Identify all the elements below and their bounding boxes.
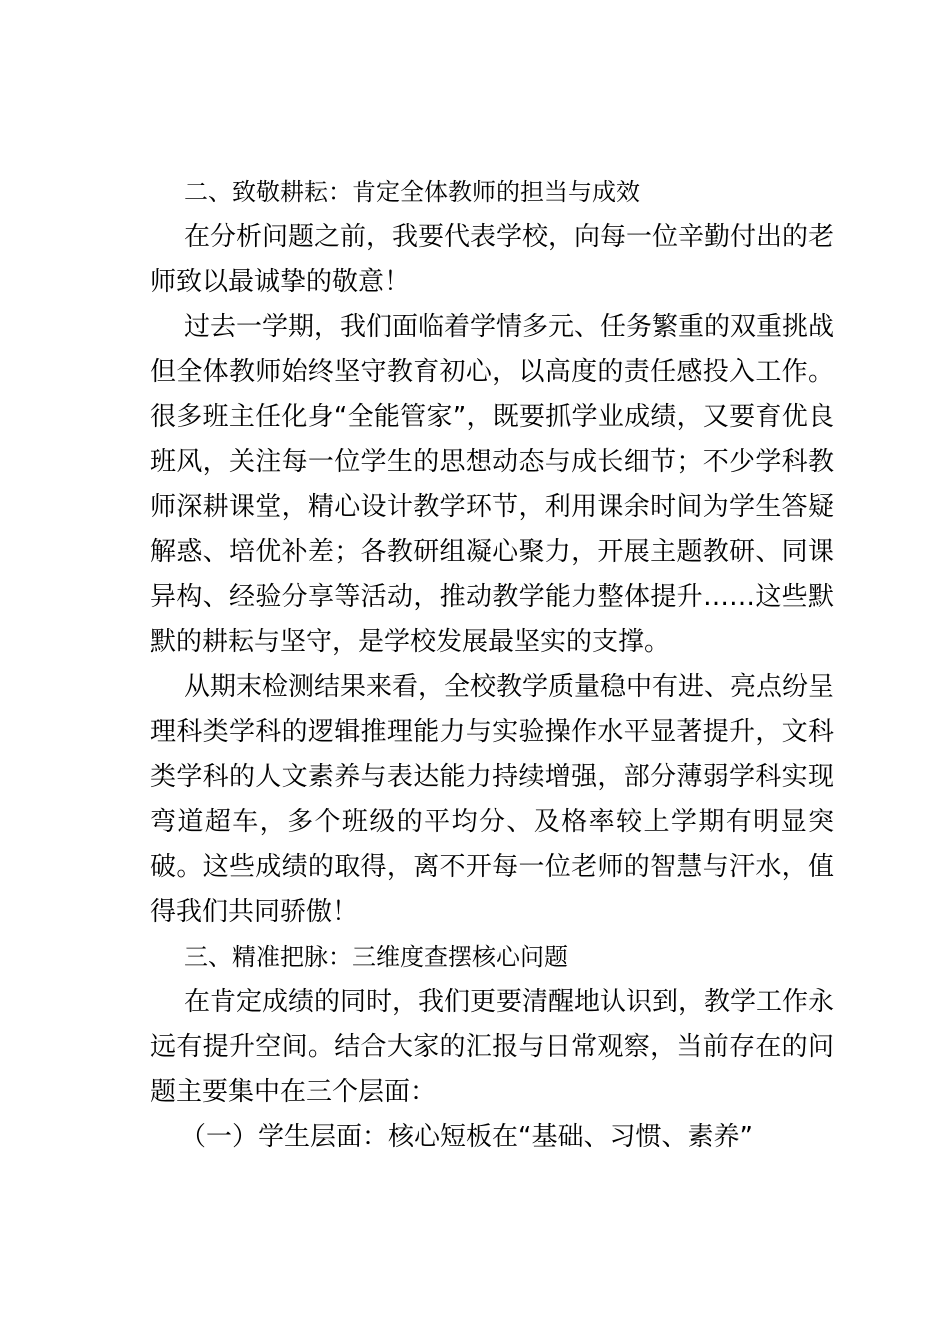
- paragraph-exam-results: 从期末检测结果来看，全校教学质量稳中有进、亮点纷呈理科类学科的逻辑推理能力与实验操作水平显著提升，文科类学科的人文素养与表达能力持续增强，部分薄弱学科实现弯道超车，多个班级的平均分、及格率较上学期有明显突破。这些成绩的取得，离不开每一位老师的智慧与汗水，值得我们共同骄傲！: [150, 672, 835, 927]
- paragraph-past-semester: 过去一学期，我们面临着学情多元、任务繁重的双重挑战但全体教师始终坚守教育初心，以高度的责任感投入工作。很多班主任化身“全能管家”，既要抓学业成绩，又要育优良班风，关注每一位学生的思想动态与成长细节；不少学科教师深耕课堂，精心设计教学环节，利用课余时间为学生答疑解惑、培优补差；各教研组凝心聚力，开展主题教研、同课异构、经验分享等活动，推动教学能力整体提升……这些默默的耕耘与坚守，是学校发展最坚实的支撑。: [150, 312, 835, 657]
- section-heading-3: 三、精准把脉：三维度查摆核心问题: [184, 943, 568, 971]
- section-heading-2: 二、致敬耕耘：肯定全体教师的担当与成效: [184, 178, 640, 206]
- paragraph-tribute: 在分析问题之前，我要代表学校，向每一位辛勤付出的老师致以最诚挚的敬意！: [150, 222, 835, 297]
- paragraph-problems-intro: 在肯定成绩的同时，我们更要清醒地认识到，教学工作永远有提升空间。结合大家的汇报与日常观察，当前存在的问题主要集中在三个层面：: [150, 987, 835, 1107]
- subheading-student-level: （一）学生层面：核心短板在“基础、习惯、素养”: [180, 1122, 753, 1152]
- document-body: [150, 170, 834, 1160]
